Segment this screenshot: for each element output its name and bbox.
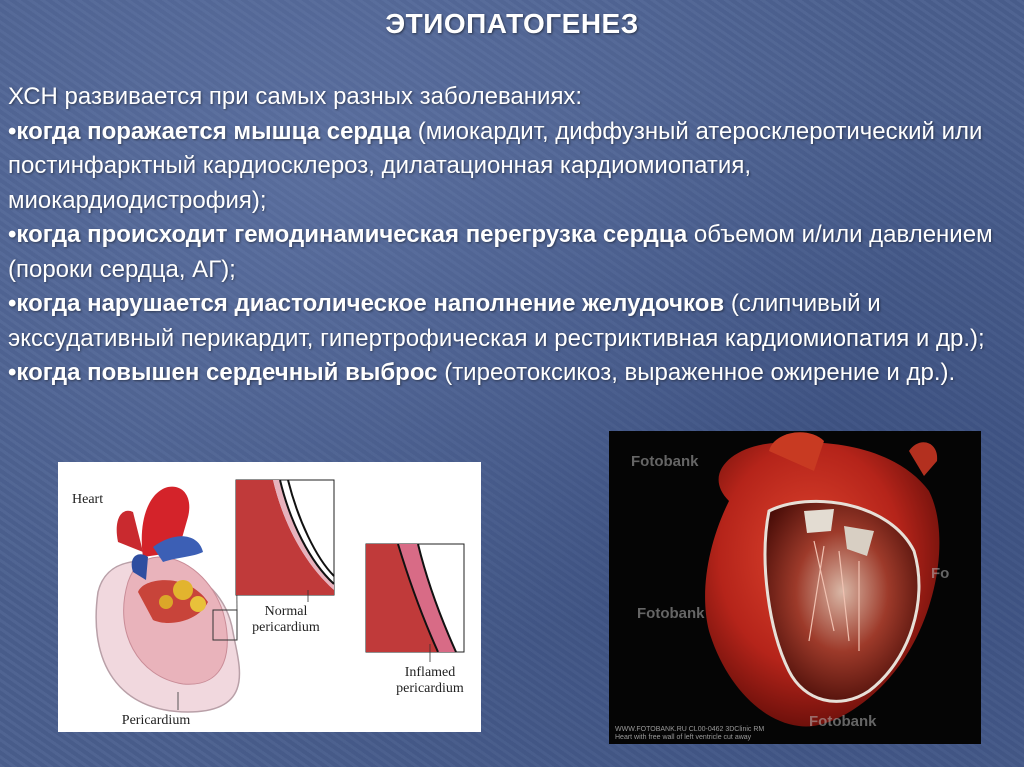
bullet-4: [8, 356, 1013, 391]
bullet-1-bold: •когда поражается мышца сердца: [8, 117, 412, 145]
photo-caption-line-1: WWW.FOTOBANK.RU CL00-0462 3DClinic RM: [615, 726, 765, 733]
photo-caption-line-2: Heart with free wall of left ventricle cut away: [615, 734, 752, 741]
bullet-1: [8, 115, 1013, 219]
pericardium-illustration: [58, 462, 481, 732]
label-heart: Heart: [72, 492, 104, 507]
heart-photo: [609, 431, 981, 744]
label-inflamed-1: Inflamed: [404, 665, 456, 680]
bullet-2-bold: •когда происходит гемодинамическая перегрузка сердца: [8, 221, 688, 248]
bullet-2: [8, 218, 1013, 287]
valve-leaflet: [804, 509, 834, 533]
cutaway-chamber: [765, 501, 919, 701]
bullet-3-rest: (слипчивый и экссудативный перикардит, гипертрофическая и рестриктивная кардиомиопатия и др.);: [8, 290, 985, 352]
watermark-4: Fotobank: [809, 713, 877, 730]
bullet-3: [8, 287, 1013, 356]
bullet-3-bold: •когда нарушается диастолическое наполнение желудочков: [8, 290, 725, 317]
label-inflamed-2: pericardium: [396, 681, 464, 696]
fat-deposit: [173, 580, 193, 600]
watermark-2: Fo: [931, 565, 950, 582]
bullet-2-rest: объемом и/или давлением (пороки сердца, АГ);: [8, 221, 993, 283]
bullet-1-rest: (миокардит, диффузный атеросклеротический или постинфарктный кардиосклероз, дилатационная кардиомиопатия, миокардиодистрофия);: [8, 117, 983, 214]
watermark-3: Fotobank: [637, 605, 705, 622]
fat-deposit: [190, 596, 206, 612]
bullet-4-rest: (тиреотоксикоз, выраженное ожирение и др.).: [437, 359, 956, 386]
pericardium-diagram: [58, 462, 481, 732]
intro-text: ХСН развивается при самых разных заболеваниях:: [8, 83, 583, 110]
photo-caption: [615, 726, 764, 742]
heart-cutaway-image: [609, 431, 981, 744]
vessel-top: [909, 442, 937, 476]
watermark-1: Fotobank: [631, 453, 699, 470]
bullet-4-bold: •когда повышен сердечный выброс: [8, 359, 438, 386]
vessel: [117, 511, 143, 552]
label-normal-2: pericardium: [252, 620, 320, 635]
label-pericardium: Pericardium: [121, 713, 191, 728]
fat-deposit: [159, 595, 173, 609]
slide-body: [8, 80, 1013, 391]
label-normal-1: Normal: [264, 604, 308, 619]
slide-title: ЭТИОПАТОГЕНЕЗ: [385, 8, 639, 39]
